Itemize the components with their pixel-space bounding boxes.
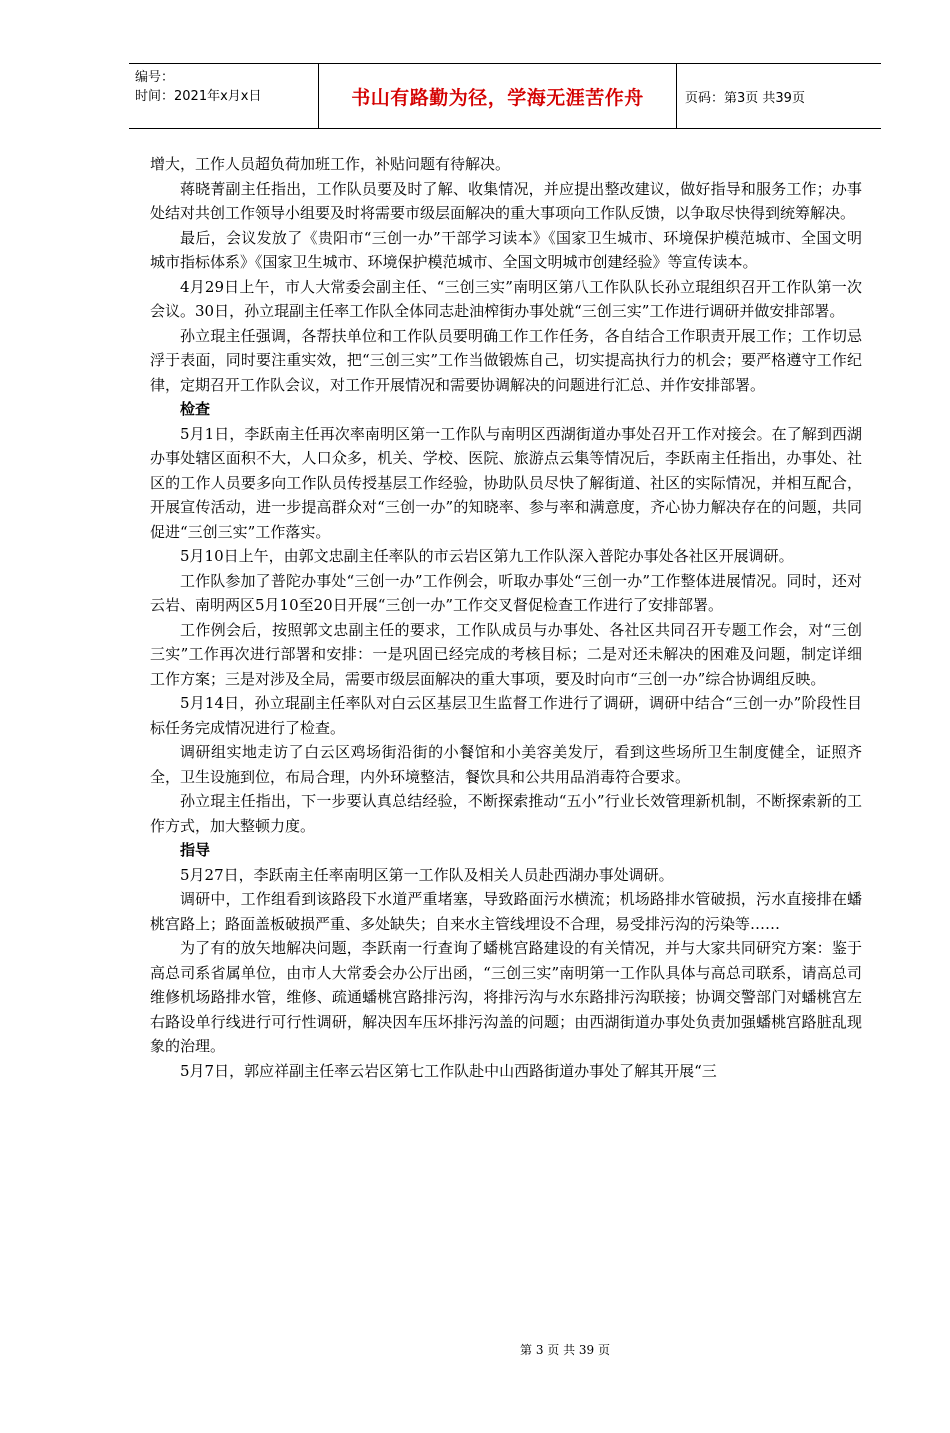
- body-paragraph: 5月14日，孙立琨副主任率队对白云区基层卫生监督工作进行了调研，调研中结合“三创一办”阶段性目标任务完成情况进行了检查。: [150, 694, 862, 737]
- date-label: 时间：2021年x月x日: [135, 89, 262, 104]
- serial-number-label: 编号：: [135, 70, 175, 85]
- body-paragraph: 工作队参加了普陀办事处“三创一办”工作例会，听取办事处“三创一办”工作整体进展情况。同时，还对云岩、南明两区5月10至20日开展“三创一办”工作交叉督促检查工作进行了安排部署。: [150, 571, 862, 614]
- header-page-info: 页码：第3页 共39页: [685, 90, 805, 106]
- body-paragraph: 4月29日上午，市人大常委会副主任、“三创三实”南明区第八工作队队长孙立琨组织召开工作队第一次会议。30日，孙立琨副主任率工作队全体同志赴油榨街办事处就“三创三实”工作进行调研并做安排部署。: [150, 277, 862, 320]
- body-paragraph: 孙立琨主任强调，各帮扶单位和工作队员要明确工作工作任务，各自结合工作职责开展工作；工作切忌浮于表面，同时要注重实效，把“三创三实”工作当做锻炼自己，切实提高执行力的机会；要严格遵守工作纪律，定期召开工作队会议，对工作开展情况和需要协调解决的问题进行汇总、并作安排部署。: [150, 326, 862, 394]
- body-paragraph: 5月1日，李跃南主任再次率南明区第一工作队与南明区西湖街道办事处召开工作对接会。在了解到西湖办事处辖区面积不大，人口众多，机关、学校、医院、旅游点云集等情况后，李跃南主任指出，办事处、社区的工作人员要多向工作队员传授基层工作经验，协助队员尽快了解街道、社区的实际情况，并相互配合，开展宣传活动，进一步提高群众对“三创一办”的知晓率、参与率和满意度，齐心协力解决存在的问题，共同促进“三创三实”工作落实。: [150, 424, 862, 541]
- body-paragraph: 5月27日，李跃南主任率南明区第一工作队及相关人员赴西湖办事处调研。: [180, 865, 674, 884]
- body-paragraph: 孙立琨主任指出，下一步要认真总结经验，不断探索推动“五小”行业长效管理新机制，不断探索新的工作方式，加大整顿力度。: [150, 792, 862, 835]
- body-paragraph: 工作例会后，按照郭文忠副主任的要求，工作队成员与办事处、各社区共同召开专题工作会，对“三创三实”工作再次进行部署和安排：一是巩固已经完成的考核目标；二是对还未解决的困难及问题，制定详细工作方案；三是对涉及全局，需要市级层面解决的重大事项，要及时向市“三创一办”综合协调组反映。: [150, 620, 862, 688]
- page-header: [129, 63, 881, 129]
- header-motto: 书山有路勤为径，学海无涯苦作舟: [319, 64, 677, 128]
- body-paragraph: 增大，工作人员超负荷加班工作，补贴问题有待解决。: [150, 155, 511, 173]
- body-paragraph: 调研中，工作组看到该路段下水道严重堵塞，导致路面污水横流；机场路排水管破损，污水直接排在蟠桃宫路上；路面盖板破损严重、多处缺失；自来水主管线埋设不合理，易受排污沟的污染等……: [150, 890, 862, 933]
- page-footer: 第 3 页 共 39 页: [520, 1343, 610, 1357]
- body-paragraph: 调研组实地走访了白云区鸡场街沿街的小餐馆和小美容美发厅，看到这些场所卫生制度健全，证照齐全，卫生设施到位，布局合理，内外环境整洁，餐饮具和公共用品消毒符合要求。: [150, 743, 862, 786]
- body-paragraph: 蒋晓菁副主任指出，工作队员要及时了解、收集情况，并应提出整改建议，做好指导和服务工作；办事处结对共创工作领导小组要及时将需要市级层面解决的重大事项向工作队反馈，以争取尽快得到统筹解决。: [150, 179, 862, 222]
- body-paragraph: 5月10日上午，由郭文忠副主任率队的市云岩区第九工作队深入普陀办事处各社区开展调研。: [180, 547, 794, 565]
- document-body: [150, 152, 862, 1083]
- section-heading: 检查: [180, 400, 211, 418]
- header-meta-cell: [129, 64, 319, 128]
- body-paragraph: 最后，会议发放了《贵阳市“三创一办”干部学习读本》《国家卫生城市、环境保护模范城市、全国文明城市指标体系》《国家卫生城市、环境保护模范城市、全国文明城市创建经验》等宣传读本。: [150, 228, 862, 271]
- section-heading: 指导: [180, 841, 211, 859]
- body-paragraph: 为了有的放矢地解决问题，李跃南一行查询了蟠桃宫路建设的有关情况，并与大家共同研究方案：鉴于高总司系省属单位，由市人大常委会办公厅出函，“三创三实”南明第一工作队具体与高总司联系，请高总司维修机场路排水管，维修、疏通蟠桃宫路排污沟，将排污沟与水东路排污沟联接；协调交警部门对蟠桃宫左右路设单行线进行可行性调研，解决因车压坏排污沟盖的问题；由西湖街道办事处负责加强蟠桃宫路脏乱现象的治理。: [150, 939, 862, 1055]
- body-paragraph: 5月7日，郭应祥副主任率云岩区第七工作队赴中山西路街道办事处了解其开展“三: [180, 1061, 717, 1080]
